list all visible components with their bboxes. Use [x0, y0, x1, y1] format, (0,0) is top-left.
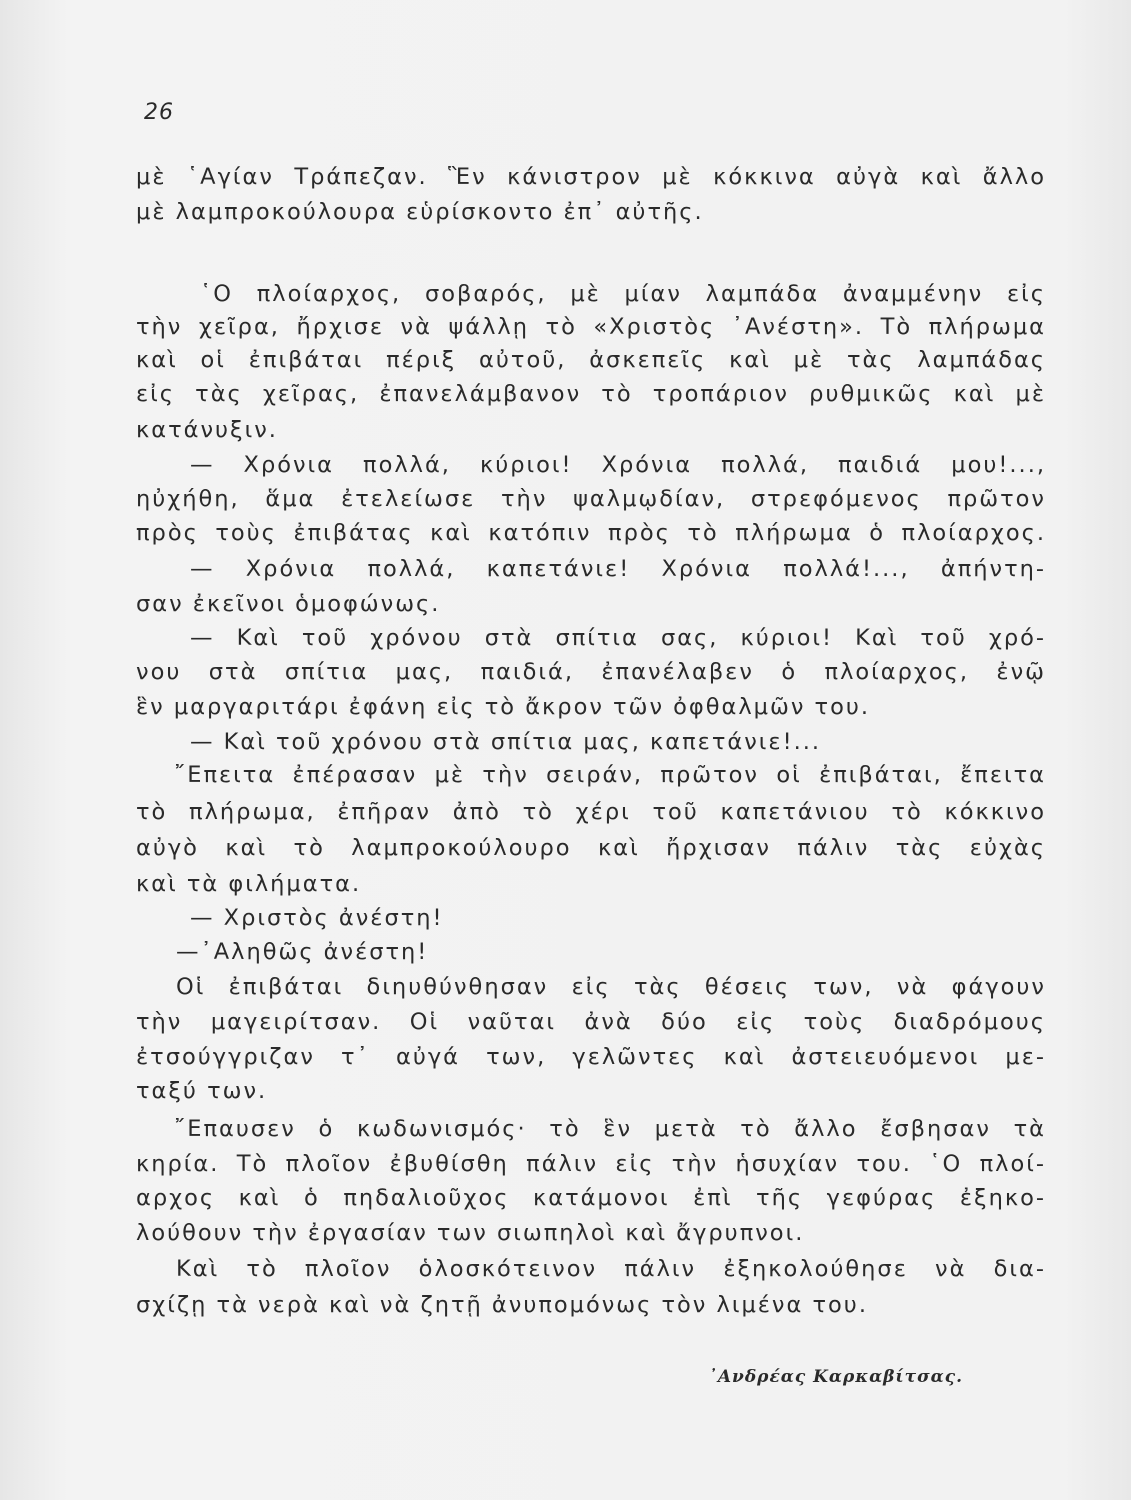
text-line: — Χριστὸς ἀνέστη!: [190, 905, 444, 931]
text-line: ηὐχήθη, ἅμα ἐτελείωσε τὴν ψαλμῳδίαν, στρεφόμενος πρῶτον: [136, 486, 1046, 512]
text-line: τὴν χεῖρα, ἤρχισε νὰ ψάλλῃ τὸ «Χριστὸς ᾽Ανέστη». Τὸ πλήρωμα: [136, 314, 1046, 340]
text-line: μὲ ῾Αγίαν Τράπεζαν. Ἓν κάνιστρον μὲ κόκκινα αὐγὰ καὶ ἄλλο: [136, 164, 1046, 190]
text-line: — Καὶ τοῦ χρόνου στὰ σπίτια σας, κύριοι! Καὶ τοῦ χρό-: [190, 625, 1046, 651]
text-line: ῎Επαυσεν ὁ κωδωνισμός· τὸ ἓν μετὰ τὸ ἄλλο ἔσβησαν τὰ: [174, 1116, 1046, 1142]
text-line: —᾽Αληθῶς ἀνέστη!: [176, 939, 429, 965]
text-line: ῾Ο πλοίαρχος, σοβαρός, μὲ μίαν λαμπάδα ἀναμμένην εἰς: [200, 281, 1046, 307]
text-line: πρὸς τοὺς ἐπιβάτας καὶ κατόπιν πρὸς τὸ πλήρωμα ὁ πλοίαρχος.: [136, 520, 1046, 546]
text-line: τὴν μαγειρίτσαν. Οἱ ναῦται ἀνὰ δύο εἰς τοὺς διαδρόμους: [136, 1009, 1046, 1035]
text-line: ἓν μαργαριτάρι ἐφάνη εἰς τὸ ἄκρον τῶν ὀφθαλμῶν του.: [136, 694, 871, 720]
text-line: — Καὶ τοῦ χρόνου στὰ σπίτια μας, καπετάνιε!...: [190, 729, 822, 755]
text-line: ἐτσούγγριζαν τ᾽ αὐγά των, γελῶντες καὶ ἀστειευόμενοι με-: [136, 1044, 1046, 1070]
text-line: νου στὰ σπίτια μας, παιδιά, ἐπανέλαβεν ὁ πλοίαρχος, ἐνῷ: [136, 659, 1046, 685]
text-line: αὐγὸ καὶ τὸ λαμπροκούλουρο καὶ ἤρχισαν πάλιν τὰς εὐχὰς: [136, 835, 1046, 861]
text-line: κηρία. Τὸ πλοῖον ἐβυθίσθη πάλιν εἰς τὴν ἡσυχίαν του. ῾Ο πλοί-: [136, 1151, 1046, 1177]
text-line: κατάνυξιν.: [136, 417, 278, 443]
text-line: σχίζῃ τὰ νερὰ καὶ νὰ ζητῇ ἀνυπομόνως τὸν λιμένα του.: [136, 1292, 868, 1318]
text-line: ταξύ των.: [136, 1078, 268, 1104]
text-line: — Χρόνια πολλά, κύριοι! Χρόνια πολλά, παιδιά μου!...,: [190, 452, 1046, 478]
text-line: μὲ λαμπροκούλουρα εὑρίσκοντο ἐπ᾽ αὐτῆς.: [136, 199, 704, 225]
text-line: — Χρόνια πολλά, καπετάνιε! Χρόνια πολλά!..., ἀπήντη-: [190, 556, 1046, 582]
text-line: λούθουν τὴν ἐργασίαν των σιωπηλοὶ καὶ ἄγρυπνοι.: [136, 1220, 805, 1246]
text-line: σαν ἐκεῖνοι ὁμοφώνως.: [136, 591, 441, 617]
text-line: καὶ τὰ φιλήματα.: [136, 871, 362, 897]
text-line: Οἱ ἐπιβάται διηυθύνθησαν εἰς τὰς θέσεις των, νὰ φάγουν: [176, 974, 1046, 1000]
text-line: αρχος καὶ ὁ πηδαλιοῦχος κατάμονοι ἐπὶ τῆς γεφύρας ἐξηκο-: [136, 1185, 1046, 1211]
text-line: ῎Επειτα ἐπέρασαν μὲ τὴν σειράν, πρῶτον οἱ ἐπιβάται, ἔπειτα: [174, 762, 1046, 788]
text-line: εἰς τὰς χεῖρας, ἐπανελάμβανον τὸ τροπάριον ρυθμικῶς καὶ μὲ: [136, 381, 1046, 407]
text-line: τὸ πλήρωμα, ἐπῆραν ἀπὸ τὸ χέρι τοῦ καπετάνιου τὸ κόκκινο: [136, 799, 1046, 825]
text-line: καὶ οἱ ἐπιβάται πέριξ αὐτοῦ, ἀσκεπεῖς καὶ μὲ τὰς λαμπάδας: [136, 347, 1046, 373]
page-number: 26: [144, 100, 174, 125]
text-line: Καὶ τὸ πλοῖον ὁλοσκότεινον πάλιν ἐξηκολούθησε νὰ δια-: [176, 1256, 1046, 1282]
author-signature: ᾽Ανδρέας Καρκαβίτσας.: [708, 1367, 963, 1387]
